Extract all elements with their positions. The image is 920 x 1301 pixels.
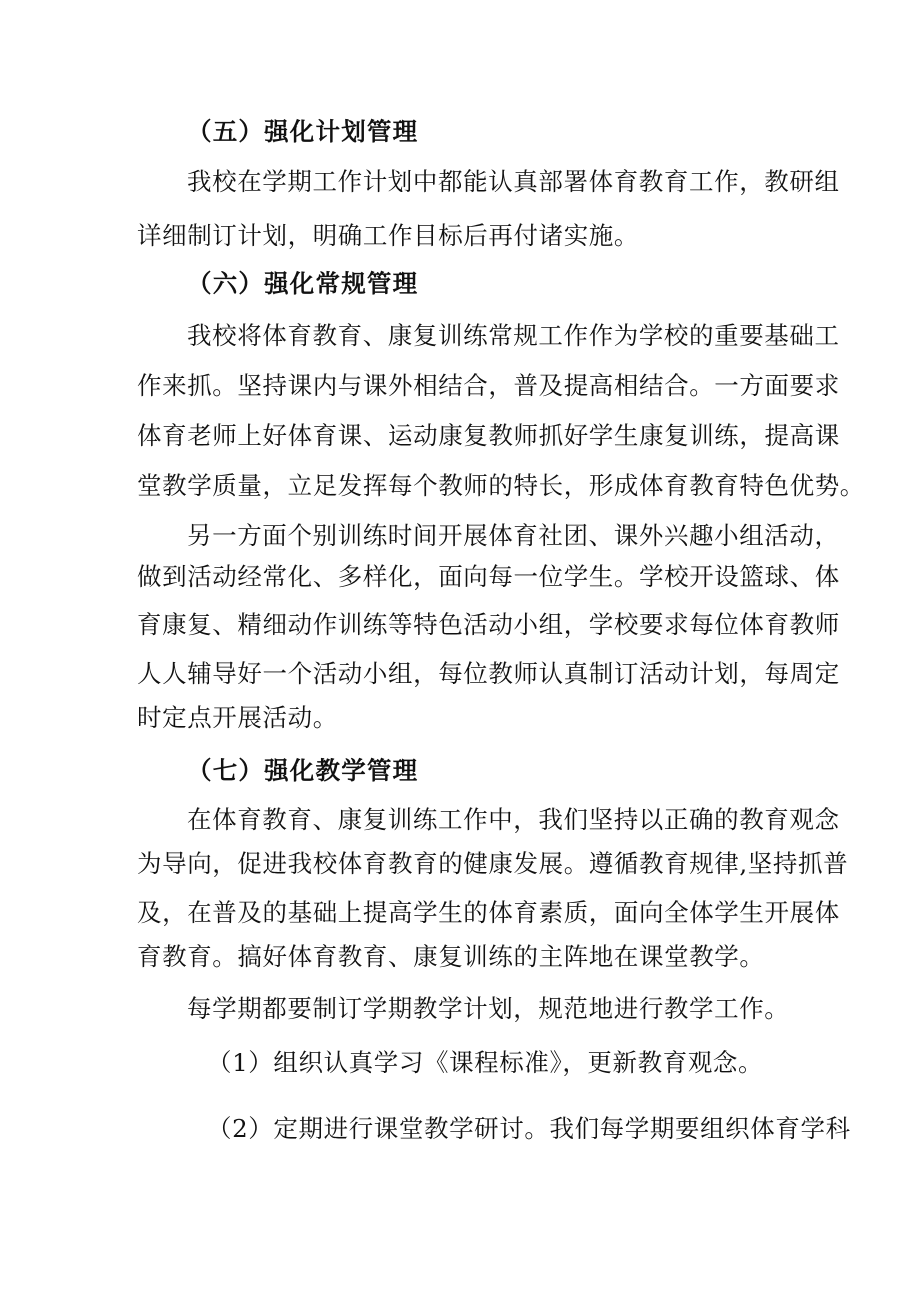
- paragraph-line: 及，在普及的基础上提高学生的体育素质，面向全体学生开展体: [137, 898, 840, 927]
- paragraph-line: 我校将体育教育、康复训练常规工作作为学校的重要基础工: [187, 321, 840, 350]
- section-heading-7: （七）强化教学管理: [187, 756, 419, 785]
- paragraph-line: 我校在学期工作计划中都能认真部署体育教育工作，教研组: [187, 167, 840, 196]
- paragraph-line: 时定点开展活动。: [137, 703, 338, 732]
- paragraph-line: 为导向，促进我校体育教育的健康发展。遵循教育规律,坚持抓普: [137, 849, 849, 878]
- paragraph-line: 育康复、精细动作训练等特色活动小组，学校要求每位体育教师: [137, 610, 840, 639]
- section-heading-5: （五）强化计划管理: [187, 117, 419, 146]
- paragraph-line: 作来抓。坚持课内与课外相结合，普及提高相结合。一方面要求: [137, 371, 840, 400]
- paragraph-line: 堂教学质量，立足发挥每个教师的特长，形成体育教育特色优势。: [137, 471, 865, 500]
- paragraph-line: 做到活动经常化、多样化，面向每一位学生。学校开设篮球、体: [137, 562, 840, 591]
- paragraph-line: 详细制订计划，明确工作目标后再付诸实施。: [137, 221, 639, 250]
- paragraph-line: 人人辅导好一个活动小组，每位教师认真制订活动计划，每周定: [137, 659, 840, 688]
- paragraph-line: 育教育。搞好体育教育、康复训练的主阵地在课堂教学。: [137, 942, 765, 971]
- paragraph-line: 在体育教育、康复训练工作中，我们坚持以正确的教育观念: [187, 805, 840, 834]
- list-item: （1）组织认真学习《课程标准》，更新教育观念。: [207, 1048, 764, 1077]
- list-item: （2）定期进行课堂教学研讨。我们每学期要组织体育学科: [207, 1114, 851, 1143]
- paragraph-line: 每学期都要制订学期教学计划，规范地进行教学工作。: [187, 994, 790, 1023]
- section-heading-6: （六）强化常规管理: [187, 269, 419, 298]
- paragraph-line: 体育老师上好体育课、运动康复教师抓好学生康复训练，提高课: [137, 421, 840, 450]
- paragraph-line: 另一方面个别训练时间开展体育社团、课外兴趣小组活动，: [187, 521, 840, 550]
